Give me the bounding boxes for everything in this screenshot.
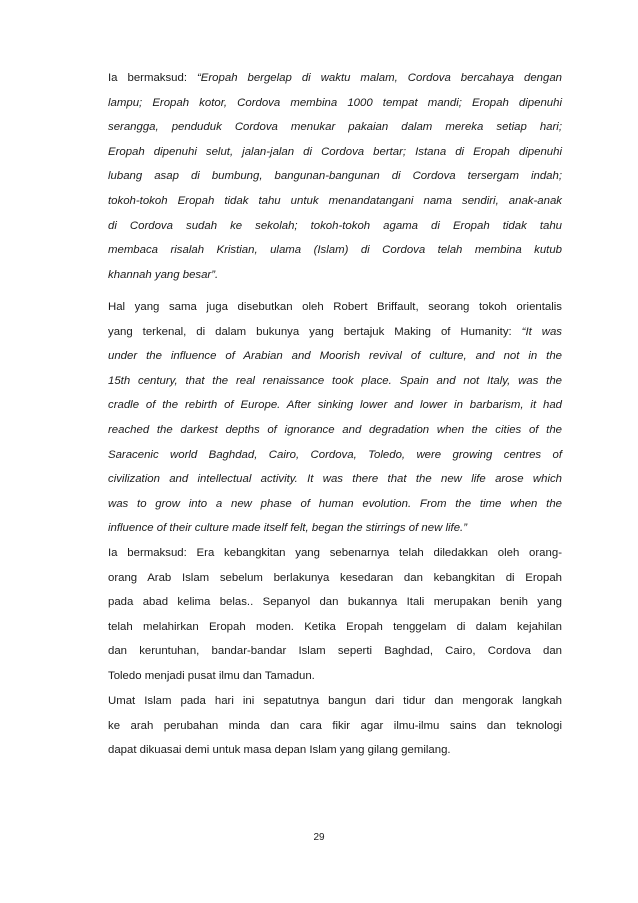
italic-text-run: Saracenic world Baghdad, Cairo, Cordova, Toledo, were growing centres of (108, 448, 562, 461)
paragraph-translation-renaissance (108, 541, 562, 689)
italic-text-run: lubang asap di bumbung, bangunan-bangunan di Cordova tersergam indah; (108, 170, 562, 183)
text-line (108, 418, 562, 443)
text-run: dapat dikuasai demi untuk masa depan Islam yang gilang gemilang. (108, 744, 451, 757)
text-run: Umat Islam pada hari ini sepatutnya bangun dari tidur dan mengorak langkah (108, 695, 562, 707)
text-line (108, 516, 562, 541)
text-line (108, 164, 562, 189)
text-line (108, 714, 562, 739)
text-run: ke arah perubahan minda dan cara fikir agar ilmu-ilmu sains dan teknologi (108, 719, 562, 732)
italic-text-run: cradle of the rebirth of Europe. After sinking lower and lower in barbarism, it had (108, 399, 562, 412)
text-run: Hal yang sama juga disebutkan oleh Robert Briffault, seorang tokoh orientalis (108, 301, 562, 313)
paragraph-translation-cordova (108, 66, 562, 287)
italic-text-run: influence of their culture made itself felt, began the stirrings of new life.” (108, 522, 467, 535)
text-run: Ia bermaksud: (108, 72, 197, 84)
text-line (108, 369, 562, 394)
text-line (108, 140, 562, 165)
text-line (108, 238, 562, 263)
italic-text-run: membaca risalah Kristian, ulama (Islam) di Cordova telah membina kutub (108, 244, 562, 257)
text-line (108, 492, 562, 517)
text-line (108, 664, 562, 689)
text-line (108, 344, 562, 369)
text-run: orang Arab Islam sebelum berlakunya kesedaran dan kebangkitan di Eropah (108, 571, 562, 584)
italic-text-run: 15th century, that the real renaissance took place. Spain and not Italy, was the (108, 374, 562, 387)
text-run: dan keruntuhan, bandar-bandar Islam seperti Baghdad, Cairo, Cordova dan (108, 645, 562, 658)
italic-text-run: under the influence of Arabian and Moorish revival of culture, and not in the (108, 350, 562, 363)
italic-text-run: was to grow into a new phase of human evolution. From the time when the (108, 497, 562, 510)
text-line (108, 295, 562, 320)
italic-text-run: “It was (521, 325, 562, 338)
paragraph-conclusion (108, 689, 562, 763)
italic-text-run: di Cordova sudah ke sekolah; tokoh-tokoh agama di Eropah tidak tahu (108, 219, 562, 232)
italic-text-run: serangga, penduduk Cordova menukar pakaian dalam mereka setiap hari; (108, 121, 562, 134)
italic-text-run: “Eropah bergelap di waktu malam, Cordova bercahaya dengan (197, 72, 563, 84)
text-run: Ia bermaksud: Era kebangkitan yang sebenarnya telah diledakkan oleh orang- (108, 547, 562, 559)
italic-text-run: lampu; Eropah kotor, Cordova membina 1000 tempat mandi; Eropah dipenuhi (108, 96, 562, 109)
italic-text-run: Eropah dipenuhi selut, jalan-jalan di Cordova bertar; Istana di Eropah dipenuhi (108, 145, 562, 158)
text-line (108, 639, 562, 664)
page-number: 29 (313, 832, 325, 843)
text-line (108, 590, 562, 615)
paragraph-briffault-quote (108, 295, 562, 541)
italic-text-run: khannah yang besar”. (108, 268, 219, 281)
text-line (108, 189, 562, 214)
text-line (108, 66, 562, 91)
text-line (108, 91, 562, 116)
text-line (108, 738, 562, 763)
text-run: telah melahirkan Eropah moden. Ketika Eropah tenggelam di dalam kejahilan (108, 620, 562, 633)
text-line (108, 393, 562, 418)
text-line (108, 263, 562, 288)
text-line (108, 689, 562, 714)
text-line (108, 443, 562, 468)
text-line (108, 320, 562, 345)
text-line (108, 615, 562, 640)
italic-text-run: reached the darkest depths of ignorance and degradation when the cities of the (108, 423, 562, 436)
text-run: pada abad kelima belas.. Sepanyol dan bukannya Itali merupakan benih yang (108, 596, 562, 609)
text-run: yang terkenal, di dalam bukunya yang bertajuk Making of Humanity: (108, 325, 522, 338)
text-line (108, 115, 562, 140)
italic-text-run: civilization and intellectual activity. It was there that the new life arose which (108, 473, 562, 486)
text-line (108, 541, 562, 566)
text-line (108, 214, 562, 239)
text-line (108, 467, 562, 492)
text-run: Toledo menjadi pusat ilmu dan Tamadun. (108, 669, 315, 682)
text-line (108, 566, 562, 591)
italic-text-run: tokoh-tokoh Eropah tidak tahu untuk menandatangani nama sendiri, anak-anak (108, 194, 562, 207)
